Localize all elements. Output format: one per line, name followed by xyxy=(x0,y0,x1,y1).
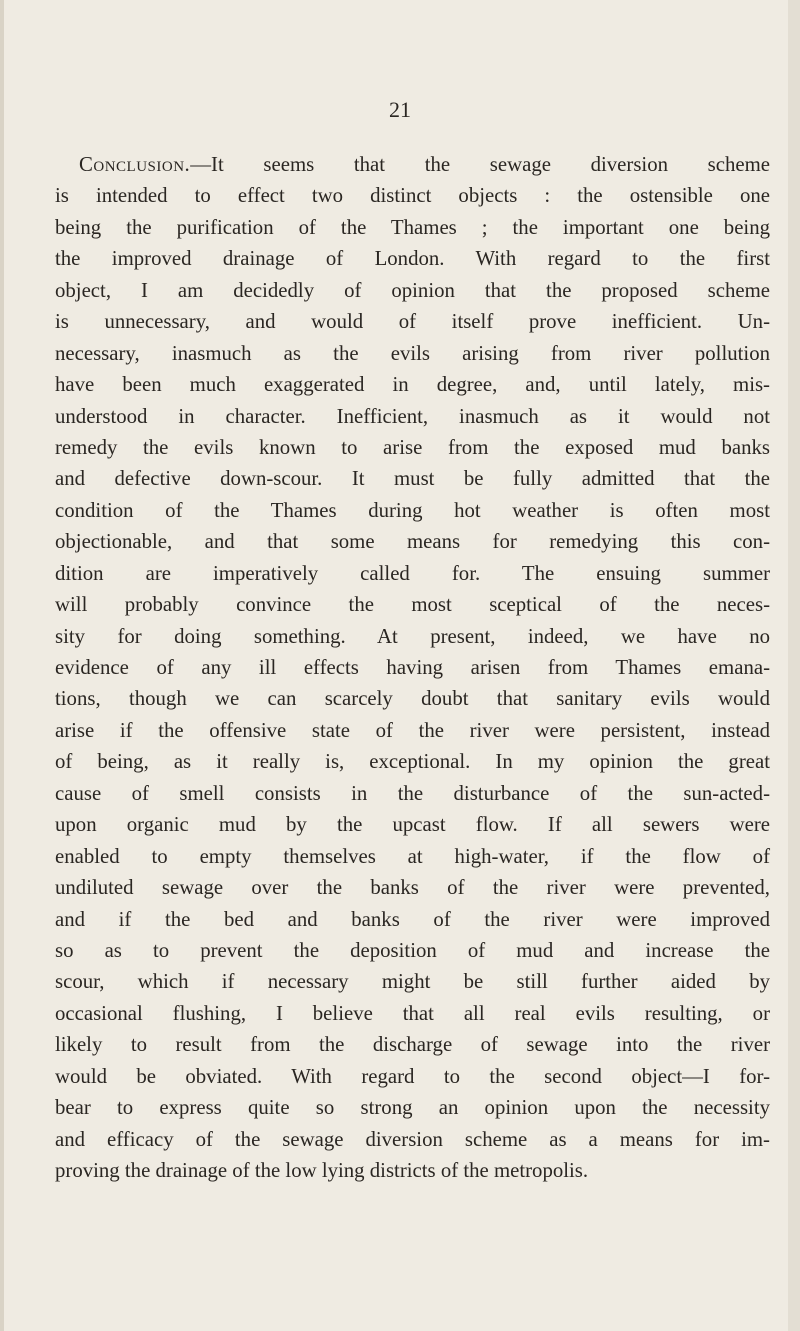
text-line: dition are imperatively called for. The ensuing summer xyxy=(55,561,770,585)
text-line: being the purification of the Thames ; the important one being xyxy=(55,215,770,239)
text-line: remedy the evils known to arise from the exposed mud banks xyxy=(55,435,770,459)
text-line: enabled to empty themselves at high-water, if the flow of xyxy=(55,844,770,868)
text-line: likely to result from the discharge of sewage into the river xyxy=(55,1033,770,1057)
page-right-edge xyxy=(788,0,800,1331)
text-line: arise if the offensive state of the river were persistent, instead xyxy=(55,718,770,742)
text-line-content: —It seems that the sewage diversion scheme xyxy=(190,153,770,176)
text-line: understood in character. Inefficient, inasmuch as it would not xyxy=(55,404,770,428)
page-gutter-edge xyxy=(0,0,4,1331)
text-line: so as to prevent the deposition of mud and increase the xyxy=(55,938,770,962)
text-line: sity for doing something. At present, indeed, we have no xyxy=(55,624,770,648)
text-line: cause of smell consists in the disturbance of the sun-acted- xyxy=(55,781,770,805)
text-line: occasional flushing, I believe that all real evils resulting, or xyxy=(55,1001,770,1025)
text-line: of being, as it really is, exceptional. In my opinion the great xyxy=(55,750,770,774)
text-line: and defective down-scour. It must be fully admitted that the xyxy=(55,467,770,491)
page-number: 21 xyxy=(389,97,411,122)
text-line: undiluted sewage over the banks of the river were prevented, xyxy=(55,876,770,900)
text-line: and efficacy of the sewage diversion scheme as a means for im- xyxy=(55,1127,770,1151)
text-line: evidence of any ill effects having arisen from Thames emana- xyxy=(55,656,770,679)
body-paragraph xyxy=(55,149,770,1186)
text-line: bear to express quite so strong an opinion upon the necessity xyxy=(55,1096,770,1120)
text-line: tions, though we can scarcely doubt that sanitary evils would xyxy=(55,687,770,711)
text-line xyxy=(55,149,770,180)
text-line: scour, which if necessary might be still further aided by xyxy=(55,970,770,994)
text-line: proving the drainage of the low lying districts of the metropolis. xyxy=(55,1159,589,1182)
text-line: is unnecessary, and would of itself prove inefficient. Un- xyxy=(55,310,770,334)
text-line: will probably convince the most sceptical of the neces- xyxy=(55,593,770,617)
text-line: have been much exaggerated in degree, and, until lately, mis- xyxy=(55,373,770,397)
text-line: object, I am decidedly of opinion that the proposed scheme xyxy=(55,278,770,302)
text-line: condition of the Thames during hot weather is often most xyxy=(55,498,770,522)
text-line: is intended to effect two distinct objects : the ostensible one xyxy=(55,184,770,208)
text-line: would be obviated. With regard to the second object—I for- xyxy=(55,1064,770,1088)
text-line: and if the bed and banks of the river were improved xyxy=(55,907,770,931)
text-line: the improved drainage of London. With regard to the first xyxy=(55,247,770,271)
text-line: objectionable, and that some means for remedying this con- xyxy=(55,530,770,554)
text-line: upon organic mud by the upcast flow. If all sewers were xyxy=(55,813,770,837)
text-line: necessary, inasmuch as the evils arising from river pollution xyxy=(55,341,770,365)
section-heading: Conclusion. xyxy=(79,153,191,176)
